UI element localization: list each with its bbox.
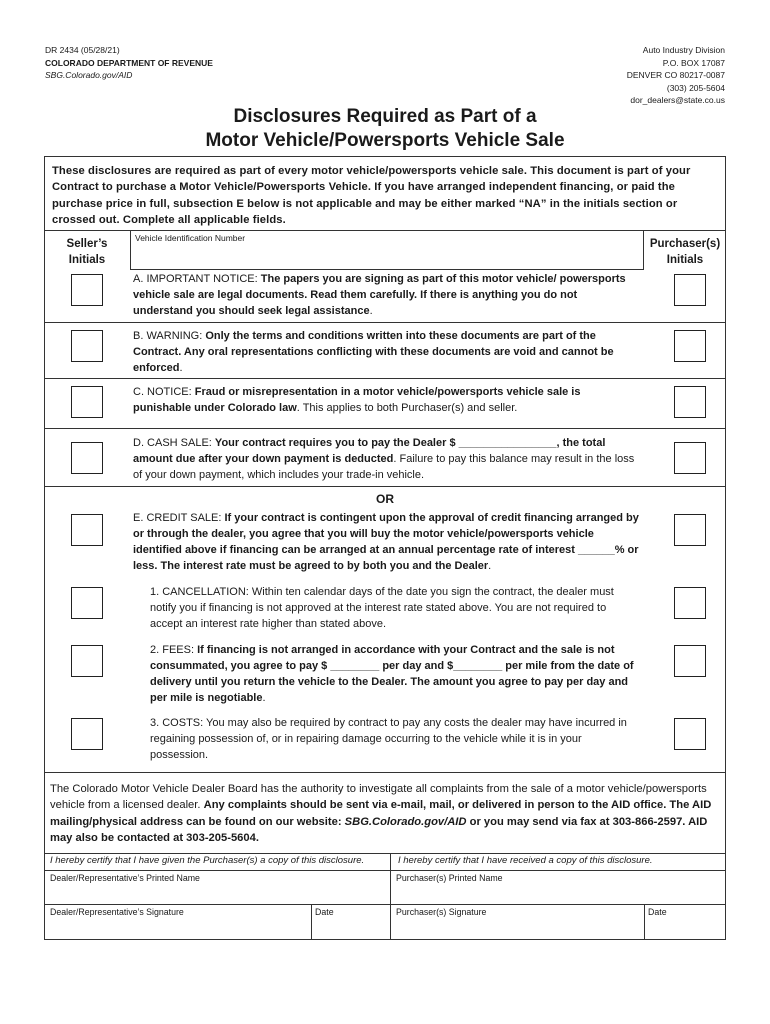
divider	[44, 772, 726, 773]
title-line-2: Motor Vehicle/Powersports Vehicle Sale	[205, 130, 565, 151]
seller-initials-e[interactable]	[71, 514, 103, 546]
item-c-bold: Fraud or misrepresentation in a motor vehicle/powersports vehicle sale is punishable under Colorado law	[133, 386, 581, 414]
board-bold-text: Any complaints should be sent via e-mail, mail, or delivered in person to the AID office. The AID mailing/physical address can be found on our website:	[50, 799, 712, 828]
department-website: SBG.Colorado.gov/AID	[45, 70, 133, 80]
divider	[44, 428, 726, 429]
purchaser-initials-e1[interactable]	[674, 587, 706, 619]
seller-initials-e3[interactable]	[71, 718, 103, 750]
item-e2-bold: If financing is not arranged in accordance with your Contract and the sale is not consummated, you agree to pay $ ________ per day and $________ per mile from the date of delivery until you return the vehicle to the Dealer. The amount you agree to pay per day and per mile is negotiable	[150, 644, 634, 704]
item-e2	[150, 642, 640, 706]
seller-initials-e2[interactable]	[71, 645, 103, 677]
board-text: The Colorado Motor Vehicle Dealer Board has the authority to investigate all complaints from the sale of a motor vehicle/powersports vehicle from a licensed dealer.	[50, 783, 707, 812]
purchaser-signature-field[interactable]: Purchaser(s) Signature	[396, 907, 487, 917]
title-line-1: Disclosures Required as Part of a	[233, 106, 537, 127]
item-c-label: C. NOTICE:	[133, 386, 195, 398]
seller-initials-a[interactable]	[71, 274, 103, 306]
purchaser-header-line-1: Purchaser(s)	[649, 238, 721, 250]
purchaser-certification: I hereby certify that I have received a copy of this disclosure.	[398, 855, 653, 866]
divider	[44, 378, 726, 379]
board-contact-text: or you may send via fax at 303-866-2597. AID may also be contacted at 303-205-5604.	[50, 815, 708, 844]
item-e2-suffix: .	[262, 692, 266, 704]
item-e	[133, 510, 639, 574]
city-zip: DENVER CO 80217-0087	[626, 70, 725, 80]
purchaser-initials-header	[644, 236, 726, 268]
item-d	[133, 435, 641, 483]
item-d-suffix: . Failure to pay this balance may result in the loss of your down payment, which includes your trade-in vehicle.	[133, 453, 635, 481]
divider	[44, 322, 726, 323]
item-e3-text: 3. COSTS: You may also be required by contract to pay any costs the dealer may have incurred in regaining possession of, or in repairing damage occurring to the vehicle while it is in your possession.	[150, 717, 627, 761]
seller-header-line-1: Seller’s	[66, 238, 108, 250]
seller-initials-d[interactable]	[71, 442, 103, 474]
po-box: P.O. BOX 17087	[662, 57, 725, 68]
or-separator: OR	[376, 492, 394, 506]
form-header-left	[45, 44, 213, 82]
form-number: DR 2434 (05/28/21)	[45, 45, 120, 55]
department-name: COLORADO DEPARTMENT OF REVENUE	[45, 57, 213, 68]
item-b-suffix: .	[179, 362, 183, 374]
form-header-right	[627, 44, 725, 107]
purchaser-initials-e[interactable]	[674, 514, 706, 546]
seller-initials-b[interactable]	[71, 330, 103, 362]
item-b-bold: Only the terms and conditions written into these documents are part of the Contract. Any oral representations conflicting with these documents are void and cannot be enforced	[133, 330, 614, 374]
item-c-suffix: . This applies to both Purchaser(s) and seller.	[296, 402, 518, 414]
item-e1	[150, 584, 640, 632]
item-e3	[150, 715, 640, 763]
field-divider	[311, 904, 312, 940]
divider	[44, 853, 726, 854]
item-e1-text: 1. CANCELLATION: Within ten calendar days of the date you sign the contract, the dealer must notify you if financing is not approved at the interest rate stated above. You are not required to accept an interest rate higher than stated above.	[150, 586, 614, 630]
vin-label: Vehicle Identification Number	[135, 233, 246, 243]
item-a-label: A. IMPORTANT NOTICE:	[133, 273, 261, 285]
purchaser-initials-e3[interactable]	[674, 718, 706, 750]
divider	[44, 486, 726, 487]
column-divider	[390, 853, 391, 940]
item-a-bold: The papers you are signing as part of this motor vehicle/ powersports vehicle sale are legal documents. Read them carefully. If there is anything you do not understand you should seek legal assistance	[133, 273, 626, 317]
dealer-certification: I hereby certify that I have given the Purchaser(s) a copy of this disclosure.	[50, 855, 365, 866]
division-name: Auto Industry Division	[642, 45, 725, 55]
board-authority-paragraph	[50, 781, 720, 846]
seller-initials-c[interactable]	[71, 386, 103, 418]
division-email: dor_dealers@state.co.us	[630, 95, 725, 105]
seller-initials-e1[interactable]	[71, 587, 103, 619]
item-e-label: E. CREDIT SALE:	[133, 512, 225, 524]
purchaser-date-field[interactable]: Date	[648, 907, 667, 917]
item-e-suffix: .	[488, 560, 492, 572]
field-divider	[644, 904, 645, 940]
purchaser-initials-d[interactable]	[674, 442, 706, 474]
item-b-label: B. WARNING:	[133, 330, 206, 342]
seller-header-line-2: Initials	[68, 254, 106, 266]
dealer-printed-name-field[interactable]: Dealer/Representative’s Printed Name	[50, 873, 200, 883]
item-c	[133, 384, 639, 416]
item-a	[133, 271, 639, 319]
purchaser-initials-a[interactable]	[674, 274, 706, 306]
item-d-bold: Your contract requires you to pay the Dealer $ ________________, the total amount due after your down payment is deducted	[133, 437, 606, 465]
item-a-suffix: .	[369, 305, 373, 317]
page-title	[0, 105, 770, 153]
dealer-date-field[interactable]: Date	[315, 907, 334, 917]
purchaser-initials-b[interactable]	[674, 330, 706, 362]
purchaser-printed-name-field[interactable]: Purchaser(s) Printed Name	[396, 873, 503, 883]
seller-initials-header	[44, 236, 130, 268]
dealer-signature-field[interactable]: Dealer/Representative’s Signature	[50, 907, 184, 917]
purchaser-initials-c[interactable]	[674, 386, 706, 418]
aid-website-link[interactable]: SBG.Colorado.gov/AID	[344, 815, 467, 828]
item-e2-label: 2. FEES:	[150, 644, 198, 656]
item-e-bold: If your contract is contingent upon the approval of credit financing arranged by or through the dealer, you agree that you will buy the motor vehicle/powersports vehicle identified above if financing can be arranged at an annual percentage rate of interest ______% or less. The interest rate must be agreed to by both you and the Dealer	[133, 512, 639, 572]
purchaser-header-line-2: Initials	[666, 254, 704, 266]
item-d-label: D. CASH SALE:	[133, 437, 215, 449]
divider	[44, 870, 726, 871]
purchaser-initials-e2[interactable]	[674, 645, 706, 677]
intro-paragraph: These disclosures are required as part of every motor vehicle/powersports vehicle sale. This document is part of your Contract to purchase a Motor Vehicle/Powersports Vehicle. If you have arranged independent financing, or paid the purchase price in full, subsection E below is not applicable and may be either marked “NA” in the initials section or crossed out. Complete all applicable fields.	[52, 165, 691, 226]
divider	[44, 904, 726, 905]
item-b	[133, 328, 639, 376]
division-phone: (303) 205-5604	[666, 82, 725, 93]
